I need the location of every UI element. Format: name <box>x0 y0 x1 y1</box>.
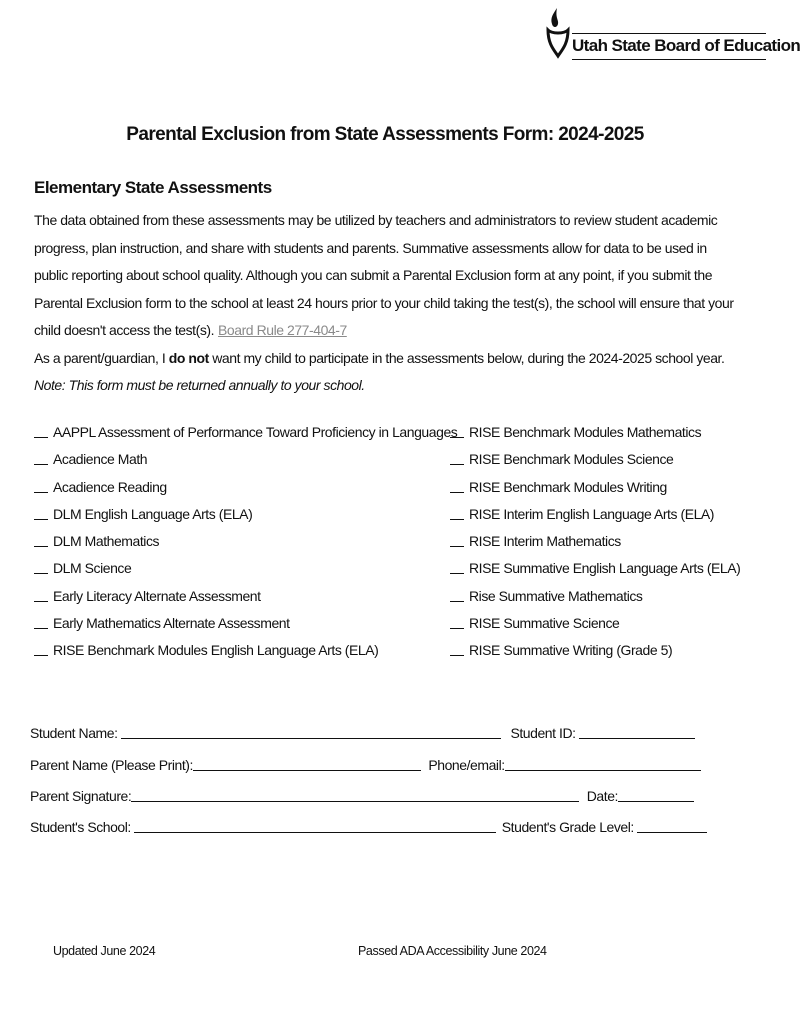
assessment-label: RISE Summative Science <box>469 615 620 632</box>
parent-signature-line[interactable] <box>131 787 579 802</box>
assessment-item[interactable] <box>34 419 457 446</box>
checkbox-blank[interactable] <box>450 476 464 493</box>
grade-level-line[interactable] <box>637 818 707 833</box>
checkbox-blank[interactable] <box>450 421 464 438</box>
students-school-row <box>30 818 707 838</box>
updated-footer: Updated June 2024 <box>53 944 156 958</box>
intro-paragraph <box>34 207 744 345</box>
parent-statement <box>34 345 744 373</box>
assessment-label: RISE Benchmark Modules Science <box>469 451 674 468</box>
assessment-item[interactable] <box>450 474 740 501</box>
assessment-label: DLM Science <box>53 560 132 577</box>
assessment-item[interactable] <box>450 446 740 473</box>
student-id-label: Student ID: <box>510 725 576 741</box>
assessment-label: RISE Summative English Language Arts (ELA) <box>469 560 741 577</box>
phone-email-line[interactable] <box>505 756 701 771</box>
assessment-label: DLM English Language Arts (ELA) <box>53 505 253 522</box>
assessment-item[interactable] <box>450 419 740 446</box>
student-name-line[interactable] <box>121 724 501 739</box>
logo-top-rule <box>572 33 766 34</box>
assessment-item[interactable] <box>34 637 457 664</box>
assessment-label: RISE Interim English Language Arts (ELA) <box>469 505 715 522</box>
assessment-label: Early Mathematics Alternate Assessment <box>53 615 290 632</box>
checkbox-blank[interactable] <box>34 639 48 656</box>
checkbox-blank[interactable] <box>450 503 464 520</box>
logo-bottom-rule <box>572 59 766 60</box>
checkbox-blank[interactable] <box>450 639 464 656</box>
intro-text <box>34 207 744 400</box>
assessment-label: RISE Interim Mathematics <box>469 533 621 550</box>
ada-footer: Passed ADA Accessibility June 2024 <box>358 944 547 958</box>
parent-signature-row <box>30 787 694 807</box>
annual-note: Note: This form must be returned annually to your school. <box>34 377 365 393</box>
student-id-line[interactable] <box>579 724 695 739</box>
statement-before: As a parent/guardian, I <box>34 349 169 366</box>
students-school-label: Student's School: <box>30 819 131 835</box>
date-label: Date: <box>586 788 618 804</box>
phone-email-label: Phone/email: <box>428 757 505 773</box>
assessment-item[interactable] <box>450 501 740 528</box>
assessment-label: RISE Benchmark Modules Mathematics <box>469 424 702 440</box>
org-name: Utah State Board of Education <box>572 36 800 55</box>
assessment-label: Acadience Reading <box>53 478 167 495</box>
assessment-label: Early Literacy Alternate Assessment <box>53 587 261 604</box>
assessment-item[interactable] <box>34 583 457 610</box>
students-school-line[interactable] <box>134 818 496 833</box>
assessment-item[interactable] <box>450 610 740 637</box>
assessment-item[interactable] <box>450 583 740 610</box>
usbe-logo <box>544 6 800 62</box>
board-rule-link[interactable]: Board Rule 277-404-7 <box>218 322 347 338</box>
assessment-item[interactable] <box>34 446 457 473</box>
assessment-label: DLM Mathematics <box>53 533 160 550</box>
parent-name-row <box>30 756 701 776</box>
checkbox-blank[interactable] <box>450 585 464 602</box>
assessment-list-left <box>34 419 457 665</box>
statement-bold: do not <box>168 349 209 366</box>
assessment-item[interactable] <box>450 555 740 582</box>
assessment-item[interactable] <box>450 637 740 664</box>
checkbox-blank[interactable] <box>34 503 48 520</box>
assessment-item[interactable] <box>34 474 457 501</box>
student-name-row <box>30 724 695 744</box>
section-subtitle: Elementary State Assessments <box>34 178 272 197</box>
assessment-label: Acadience Math <box>53 451 148 468</box>
parent-name-label: Parent Name (Please Print): <box>30 757 193 773</box>
checkbox-blank[interactable] <box>34 448 48 465</box>
checkbox-blank[interactable] <box>34 612 48 629</box>
parent-name-line[interactable] <box>193 756 421 771</box>
checkbox-blank[interactable] <box>450 530 464 547</box>
assessment-label: RISE Benchmark Modules English Language Arts (ELA) <box>53 642 379 659</box>
assessment-label: AAPPL Assessment of Performance Toward Proficiency in Languages <box>53 424 458 440</box>
assessment-item[interactable] <box>34 528 457 555</box>
assessment-list-right <box>450 419 740 665</box>
checkbox-blank[interactable] <box>450 557 464 574</box>
checkbox-blank[interactable] <box>450 448 464 465</box>
torch-icon <box>544 6 572 62</box>
checkbox-blank[interactable] <box>34 530 48 547</box>
checkbox-blank[interactable] <box>450 612 464 629</box>
assessment-item[interactable] <box>34 501 457 528</box>
assessment-label: RISE Summative Writing (Grade 5) <box>469 642 673 659</box>
form-title: Parental Exclusion from State Assessments Form: 2024-2025 <box>126 124 644 145</box>
assessment-item[interactable] <box>34 555 457 582</box>
checkbox-blank[interactable] <box>34 421 48 438</box>
assessment-item[interactable] <box>450 528 740 555</box>
assessment-item[interactable] <box>34 610 457 637</box>
date-line[interactable] <box>618 787 694 802</box>
assessment-label: RISE Benchmark Modules Writing <box>469 478 667 495</box>
intro-paragraph-text: The data obtained from these assessments may be utilized by teachers and administrators to review student academic progress, plan instruction, and share with students and parents. Summative assessments allow for data to be used in public reporting about school quality. Although you can submit a Parental Exclusion form at any point, if you submit the Parental Exclusion form to the school at least 24 hours prior to your child taking the test(s), the school will ensure that your child doesn't access the test(s). <box>34 212 734 338</box>
grade-level-label: Student's Grade Level: <box>501 819 634 835</box>
statement-after: want my child to participate in the assessments below, during the 2024-2025 school year. <box>208 349 725 366</box>
student-name-label: Student Name: <box>30 725 118 741</box>
checkbox-blank[interactable] <box>34 476 48 493</box>
assessment-label: Rise Summative Mathematics <box>469 587 643 604</box>
checkbox-blank[interactable] <box>34 585 48 602</box>
parent-signature-label: Parent Signature: <box>30 788 132 804</box>
checkbox-blank[interactable] <box>34 557 48 574</box>
